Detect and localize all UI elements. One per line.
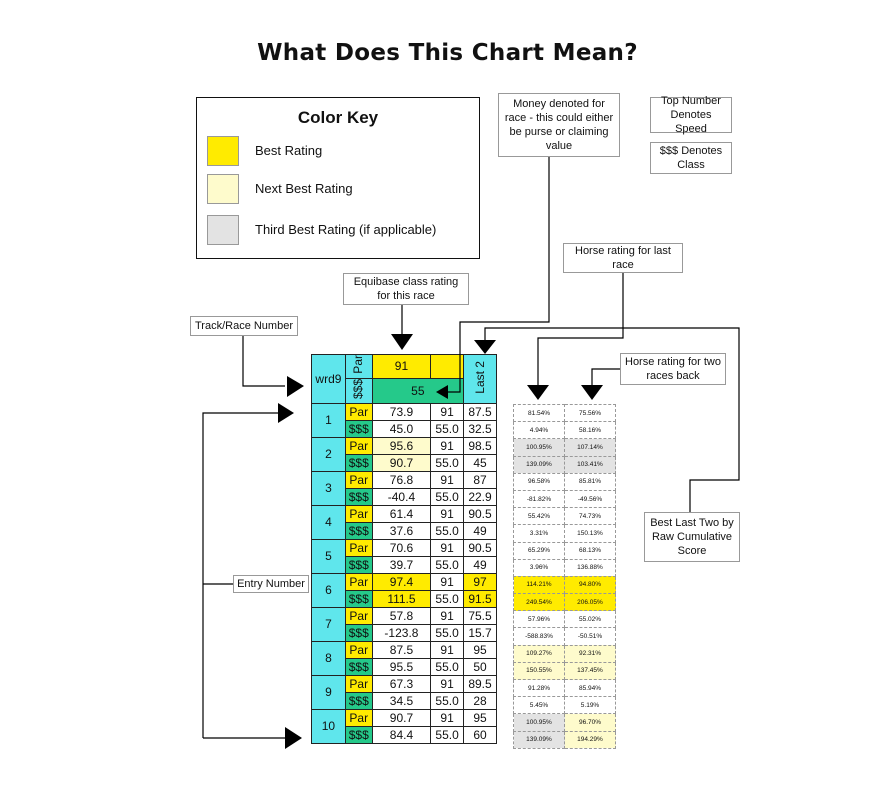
entry-number: 6 xyxy=(312,574,346,608)
entry-par-speed: 97.4 xyxy=(372,574,430,591)
page-title: What Does This Chart Mean? xyxy=(257,40,638,66)
rating-two-back: 94.80% xyxy=(565,576,616,593)
entry-number: 10 xyxy=(312,710,346,744)
entry-money-speed: 34.5 xyxy=(372,693,430,710)
entry-par-class: 91 xyxy=(431,710,464,727)
callout-horse-last: Horse rating for last race xyxy=(563,243,683,273)
entry-money-last: 50 xyxy=(464,659,497,676)
rating-last-race: 81.54% xyxy=(514,405,565,422)
entry-par-last: 98.5 xyxy=(464,438,497,455)
rating-last-race: -588.83% xyxy=(514,628,565,645)
entry-par-last: 90.5 xyxy=(464,506,497,523)
rating-two-back: -49.56% xyxy=(565,490,616,507)
callout-best-last-two: Best Last Two by Raw Cumulative Score xyxy=(644,512,740,562)
callout-two-back: Horse rating for two races back xyxy=(620,353,726,385)
entry-par-speed: 95.6 xyxy=(372,438,430,455)
horse-last-line xyxy=(538,273,623,385)
header-par: Par xyxy=(351,355,366,374)
entry-money-class: 55.0 xyxy=(431,659,464,676)
entry-money-label: $$$ xyxy=(345,489,372,506)
rating-last-race: 139.09% xyxy=(514,456,565,473)
rating-two-back: 150.13% xyxy=(565,525,616,542)
entry-money-speed: 90.7 xyxy=(372,455,430,472)
entry-number: 1 xyxy=(312,404,346,438)
entry-money-label: $$$ xyxy=(345,727,372,744)
entry-money-label: $$$ xyxy=(345,625,372,642)
entry-money-speed: 95.5 xyxy=(372,659,430,676)
entry-par-speed: 73.9 xyxy=(372,404,430,421)
rating-two-back: 206.05% xyxy=(565,594,616,611)
two-back-arrow-head xyxy=(581,385,603,400)
entry-par-label: Par xyxy=(345,438,372,455)
third-label: Third Best Rating (if applicable) xyxy=(255,222,437,237)
rating-last-race: 57.96% xyxy=(514,611,565,628)
entry-number: 7 xyxy=(312,608,346,642)
track-race-line xyxy=(243,336,285,386)
entry-par-class: 91 xyxy=(431,438,464,455)
entry-par-label: Par xyxy=(345,574,372,591)
entry-number: 4 xyxy=(312,506,346,540)
rating-last-race: 91.28% xyxy=(514,680,565,697)
entry-money-last: 22.9 xyxy=(464,489,497,506)
entry-money-last: 60 xyxy=(464,727,497,744)
rating-two-back: 75.56% xyxy=(565,405,616,422)
entry-number: 5 xyxy=(312,540,346,574)
entry-money-speed: -40.4 xyxy=(372,489,430,506)
entry-par-class: 91 xyxy=(431,676,464,693)
rating-last-race: 96.58% xyxy=(514,473,565,490)
track-cell: wrd9 xyxy=(312,355,346,404)
callout-equibase: Equibase class rating for this race xyxy=(343,273,469,305)
entry-money-speed: 37.6 xyxy=(372,523,430,540)
entry-money-label: $$$ xyxy=(345,693,372,710)
rating-last-race: 5.45% xyxy=(514,697,565,714)
entry-money-label: $$$ xyxy=(345,659,372,676)
entry-par-class: 91 xyxy=(431,540,464,557)
next-label: Next Best Rating xyxy=(255,181,353,196)
entry-money-class: 55.0 xyxy=(431,523,464,540)
rating-two-back: 92.31% xyxy=(565,645,616,662)
entry-number: 9 xyxy=(312,676,346,710)
entry-money-class: 55.0 xyxy=(431,591,464,608)
entry-money-last: 15.7 xyxy=(464,625,497,642)
callout-dollar-class: $$$ Denotes Class xyxy=(650,142,732,174)
entry-lower-arrow-head xyxy=(285,727,302,749)
entry-money-label: $$$ xyxy=(345,523,372,540)
entry-par-last: 87.5 xyxy=(464,404,497,421)
entry-par-speed: 76.8 xyxy=(372,472,430,489)
rating-two-back: 103.41% xyxy=(565,456,616,473)
entry-par-last: 87 xyxy=(464,472,497,489)
best-label: Best Rating xyxy=(255,143,323,158)
rating-last-race: 3.31% xyxy=(514,525,565,542)
rating-last-race: 65.29% xyxy=(514,542,565,559)
entry-bracket-upper xyxy=(203,413,278,738)
color-key-title: Color Key xyxy=(297,108,379,127)
rating-two-back: 85.94% xyxy=(565,680,616,697)
rating-two-back: 194.29% xyxy=(565,731,616,748)
rating-two-back: 85.81% xyxy=(565,473,616,490)
entry-money-last: 91.5 xyxy=(464,591,497,608)
entry-par-class: 91 xyxy=(431,608,464,625)
entry-par-label: Par xyxy=(345,710,372,727)
entry-money-speed: 39.7 xyxy=(372,557,430,574)
entry-par-label: Par xyxy=(345,608,372,625)
entry-money-class: 55.0 xyxy=(431,625,464,642)
rating-last-race: 109.27% xyxy=(514,645,565,662)
entry-par-last: 97 xyxy=(464,574,497,591)
entry-number: 8 xyxy=(312,642,346,676)
money-line xyxy=(448,157,549,392)
header-speed: 91 xyxy=(372,355,430,379)
header-dollars: $$$ xyxy=(351,379,366,400)
equibase-arrow-head xyxy=(391,334,413,350)
entry-par-class: 91 xyxy=(431,506,464,523)
rating-last-race: 55.42% xyxy=(514,508,565,525)
entry-money-class: 55.0 xyxy=(431,693,464,710)
entry-par-label: Par xyxy=(345,472,372,489)
header-last2: Last 2 xyxy=(472,360,487,394)
entry-upper-arrow-head xyxy=(278,403,294,423)
entry-money-class: 55.0 xyxy=(431,557,464,574)
entry-par-class: 91 xyxy=(431,574,464,591)
entry-par-speed: 67.3 xyxy=(372,676,430,693)
entry-money-last: 49 xyxy=(464,523,497,540)
rating-two-back: 55.02% xyxy=(565,611,616,628)
entry-par-label: Par xyxy=(345,642,372,659)
entry-money-class: 55.0 xyxy=(431,421,464,438)
rating-two-back: 136.88% xyxy=(565,559,616,576)
entry-money-last: 28 xyxy=(464,693,497,710)
callout-money: Money denoted for race - this could either be purse or claiming value xyxy=(498,93,620,157)
rating-last-race: 100.95% xyxy=(514,439,565,456)
entry-money-label: $$$ xyxy=(345,591,372,608)
best-last-two-arrow-head xyxy=(474,340,496,354)
entry-par-speed: 87.5 xyxy=(372,642,430,659)
entry-money-speed: -123.8 xyxy=(372,625,430,642)
rating-last-race: -81.82% xyxy=(514,490,565,507)
entry-par-label: Par xyxy=(345,540,372,557)
rating-two-back: 137.45% xyxy=(565,662,616,679)
rating-two-back: 107.14% xyxy=(565,439,616,456)
rating-two-back: 5.19% xyxy=(565,697,616,714)
entry-par-speed: 57.8 xyxy=(372,608,430,625)
entry-money-speed: 45.0 xyxy=(372,421,430,438)
entry-par-class: 91 xyxy=(431,642,464,659)
rating-last-race: 4.94% xyxy=(514,422,565,439)
entry-number: 2 xyxy=(312,438,346,472)
rating-last-race: 100.95% xyxy=(514,714,565,731)
entry-par-last: 75.5 xyxy=(464,608,497,625)
entry-money-label: $$$ xyxy=(345,421,372,438)
callout-entry-number: Entry Number xyxy=(233,575,309,593)
entry-money-label: $$$ xyxy=(345,557,372,574)
entry-money-last: 49 xyxy=(464,557,497,574)
entry-par-last: 95 xyxy=(464,642,497,659)
rating-two-back: 68.13% xyxy=(565,542,616,559)
entry-par-label: Par xyxy=(345,506,372,523)
entry-par-label: Par xyxy=(345,404,372,421)
rating-two-back: -50.51% xyxy=(565,628,616,645)
entry-par-speed: 90.7 xyxy=(372,710,430,727)
rating-two-back: 96.70% xyxy=(565,714,616,731)
entry-money-label: $$$ xyxy=(345,455,372,472)
entry-money-last: 45 xyxy=(464,455,497,472)
entry-par-last: 90.5 xyxy=(464,540,497,557)
rating-two-back: 58.16% xyxy=(565,422,616,439)
money-arrow-head xyxy=(436,385,448,399)
rating-last-race: 139.09% xyxy=(514,731,565,748)
entry-number: 3 xyxy=(312,472,346,506)
callout-track-race: Track/Race Number xyxy=(190,316,298,336)
entry-par-last: 89.5 xyxy=(464,676,497,693)
rating-last-race: 3.96% xyxy=(514,559,565,576)
horse-last-arrow-head xyxy=(527,385,549,400)
rating-last-race: 150.55% xyxy=(514,662,565,679)
rating-last-race: 114.21% xyxy=(514,576,565,593)
entry-par-speed: 70.6 xyxy=(372,540,430,557)
best-last-two-line xyxy=(485,328,739,512)
track-race-arrow-head xyxy=(287,376,304,397)
entry-money-class: 55.0 xyxy=(431,455,464,472)
entry-money-class: 55.0 xyxy=(431,727,464,744)
rating-two-back: 74.73% xyxy=(565,508,616,525)
entry-money-last: 32.5 xyxy=(464,421,497,438)
header-class: 55 xyxy=(372,379,463,404)
entry-par-last: 95 xyxy=(464,710,497,727)
callout-top-number: Top Number Denotes Speed xyxy=(650,97,732,133)
entry-par-label: Par xyxy=(345,676,372,693)
rating-last-race: 249.54% xyxy=(514,594,565,611)
entry-money-speed: 84.4 xyxy=(372,727,430,744)
entry-money-class: 55.0 xyxy=(431,489,464,506)
entry-par-class: 91 xyxy=(431,472,464,489)
entry-par-class: 91 xyxy=(431,404,464,421)
entry-money-speed: 111.5 xyxy=(372,591,430,608)
entry-par-speed: 61.4 xyxy=(372,506,430,523)
two-back-line xyxy=(592,369,620,385)
